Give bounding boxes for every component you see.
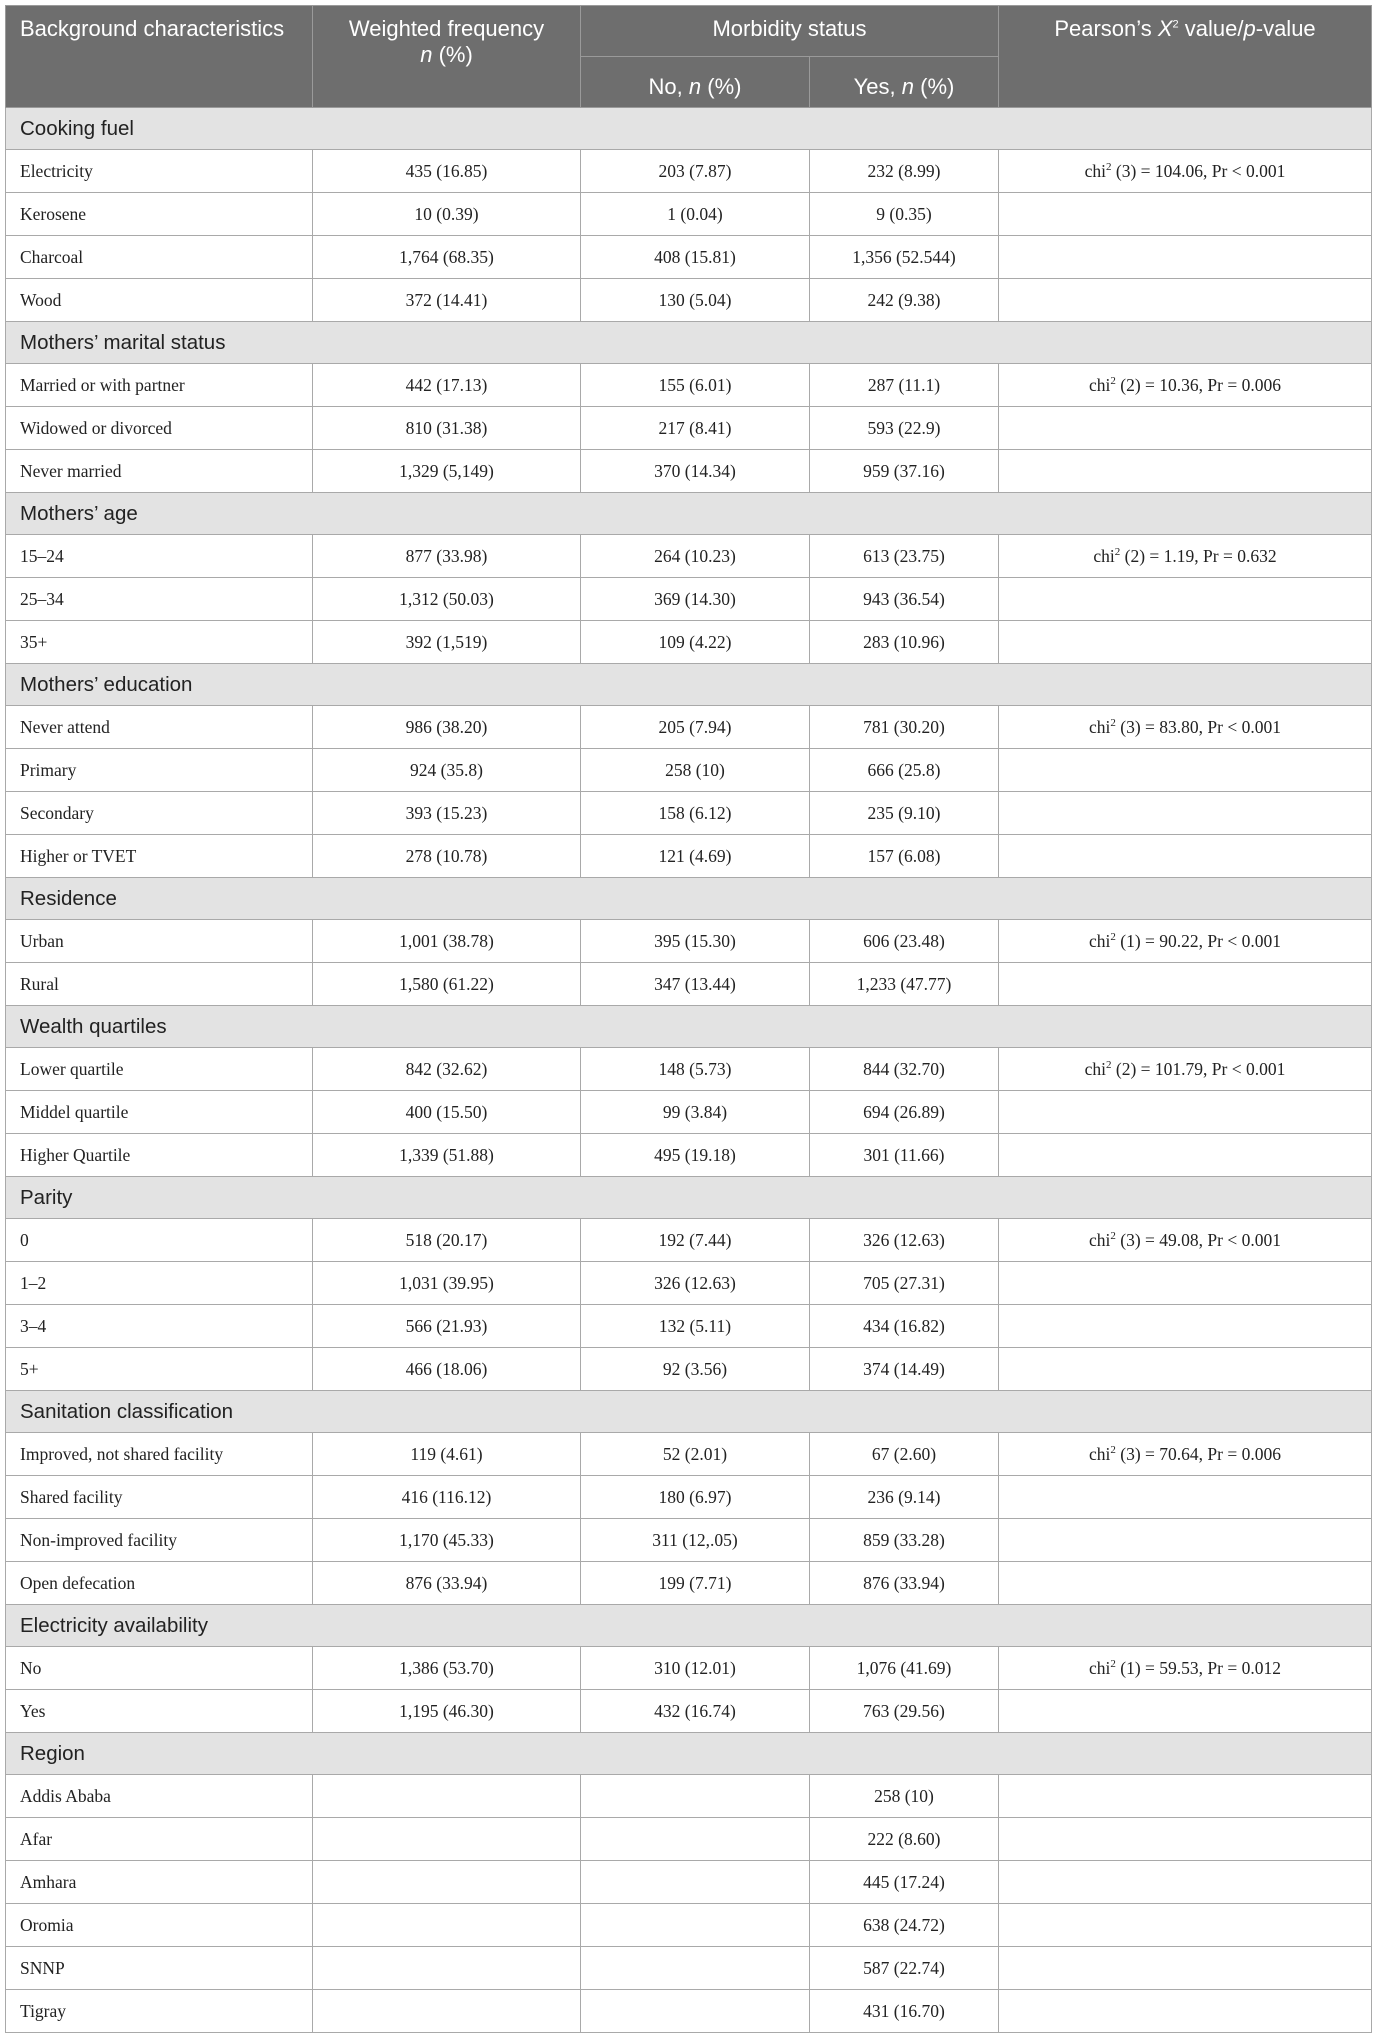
chi-superscript: 2 [1110,1657,1116,1670]
morbidity-no-cell: 395 (15.30) [581,920,810,963]
morbidity-no-cell: 408 (15.81) [581,236,810,279]
section-title: Mothers’ age [6,493,1372,535]
morbidity-yes-cell: 326 (12.63) [810,1219,999,1262]
table-row [6,1134,1372,1177]
chi-square-cell [999,1904,1372,1947]
table-row [6,535,1372,578]
results-table [5,5,1372,2033]
morbidity-yes-cell: 67 (2.60) [810,1433,999,1476]
weighted-frequency-cell: 1,580 (61.22) [313,963,581,1006]
morbidity-no-cell: 99 (3.84) [581,1091,810,1134]
row-label: Addis Ababa [6,1775,313,1818]
morbidity-no-cell: 369 (14.30) [581,578,810,621]
chi-square-cell [999,1861,1372,1904]
morbidity-yes-cell: 431 (16.70) [810,1990,999,2033]
chi-square-value: (2) = 10.36, Pr = 0.006 [1120,374,1281,395]
morbidity-yes-cell: 232 (8.99) [810,150,999,193]
morbidity-yes-cell: 301 (11.66) [810,1134,999,1177]
row-label: Electricity [6,150,313,193]
chi-superscript: 2 [1114,545,1121,558]
section-row [6,1006,1372,1048]
weighted-frequency-cell [313,1904,581,1947]
section-row [6,108,1372,150]
morbidity-no-cell: 132 (5.11) [581,1305,810,1348]
morbidity-no-cell: 1 (0.04) [581,193,810,236]
morbidity-no-cell: 264 (10.23) [581,535,810,578]
table-header [6,6,1372,108]
table-row [6,1861,1372,1904]
row-label: Widowed or divorced [6,407,313,450]
section-row [6,1733,1372,1775]
weighted-frequency-cell: 393 (15.23) [313,792,581,835]
table-row [6,1519,1372,1562]
chi-label: chi [1089,374,1111,395]
table-row [6,1690,1372,1733]
morbidity-yes-cell: 374 (14.49) [810,1348,999,1391]
morbidity-yes-cell: 666 (25.8) [810,749,999,792]
chi-square-cell [999,407,1372,450]
morbidity-no-cell: 158 (6.12) [581,792,810,835]
morbidity-yes-cell: 1,076 (41.69) [810,1647,999,1690]
table-row [6,1647,1372,1690]
row-label: Middel quartile [6,1091,313,1134]
table-row [6,407,1372,450]
weighted-frequency-cell: 518 (20.17) [313,1219,581,1262]
chi-square-value: (3) = 70.64, Pr = 0.006 [1120,1443,1281,1464]
morbidity-yes-cell: 876 (33.94) [810,1562,999,1605]
chi-square-cell [999,193,1372,236]
table-row [6,1305,1372,1348]
morbidity-yes-cell: 587 (22.74) [810,1947,999,1990]
section-title: Sanitation classification [6,1391,1372,1433]
morbidity-no-cell [581,1861,810,1904]
morbidity-no-cell: 326 (12.63) [581,1262,810,1305]
section-row [6,1177,1372,1219]
morbidity-yes-cell: 258 (10) [810,1775,999,1818]
section-row [6,664,1372,706]
row-label: Shared facility [6,1476,313,1519]
header-col2-text: Weighted frequency [348,16,545,41]
morbidity-no-cell: 155 (6.01) [581,364,810,407]
chi-square-cell [999,1990,1372,2033]
row-label: Urban [6,920,313,963]
weighted-frequency-cell: 1,329 (5,149) [313,450,581,493]
row-label: SNNP [6,1947,313,1990]
row-label: Higher or TVET [6,835,313,878]
morbidity-yes-cell: 638 (24.72) [810,1904,999,1947]
morbidity-no-cell: 203 (7.87) [581,150,810,193]
chi-square-cell [999,1818,1372,1861]
row-label: Amhara [6,1861,313,1904]
section-row [6,1391,1372,1433]
row-label: Open defecation [6,1562,313,1605]
chi-label: chi [1093,545,1115,566]
row-label: Yes [6,1690,313,1733]
header-no-text: No, [648,74,689,99]
chi-square-cell [999,1433,1372,1476]
row-label: Improved, not shared facility [6,1433,313,1476]
weighted-frequency-cell: 1,764 (68.35) [313,236,581,279]
table-row [6,1476,1372,1519]
row-label: Afar [6,1818,313,1861]
table-row [6,150,1372,193]
chi-square-cell [999,920,1372,963]
header-col1-text: Background characteristics [20,16,285,41]
morbidity-yes-cell: 1,233 (47.77) [810,963,999,1006]
chi-square-cell [999,236,1372,279]
morbidity-yes-cell: 705 (27.31) [810,1262,999,1305]
weighted-frequency-cell: 924 (35.8) [313,749,581,792]
chi-square-cell [999,364,1372,407]
row-label: 25–34 [6,578,313,621]
chi-label: chi [1089,1657,1111,1678]
chi-square-cell [999,1348,1372,1391]
section-title: Residence [6,878,1372,920]
morbidity-no-cell: 148 (5.73) [581,1048,810,1091]
row-label: Non-improved facility [6,1519,313,1562]
weighted-frequency-cell: 1,312 (50.03) [313,578,581,621]
chi-superscript: 2 [1110,716,1116,729]
morbidity-yes-cell: 694 (26.89) [810,1091,999,1134]
header-col2-n: n [420,42,433,67]
section-title: Mothers’ education [6,664,1372,706]
header-col4-sup: 2 [1172,18,1179,31]
chi-square-cell [999,1947,1372,1990]
weighted-frequency-cell [313,1818,581,1861]
section-title: Electricity availability [6,1605,1372,1647]
weighted-frequency-cell: 392 (1,519) [313,621,581,664]
morbidity-yes-cell: 593 (22.9) [810,407,999,450]
chi-square-value: (2) = 1.19, Pr = 0.632 [1124,545,1277,566]
chi-superscript: 2 [1110,1443,1116,1456]
table-row [6,450,1372,493]
morbidity-no-cell [581,1947,810,1990]
weighted-frequency-cell [313,1990,581,2033]
section-title: Wealth quartiles [6,1006,1372,1048]
weighted-frequency-cell: 400 (15.50) [313,1091,581,1134]
header-morbidity-no [581,57,810,108]
chi-square-value: (1) = 90.22, Pr < 0.001 [1120,930,1281,951]
chi-label: chi [1089,930,1111,951]
row-label: Kerosene [6,193,313,236]
morbidity-yes-cell: 763 (29.56) [810,1690,999,1733]
weighted-frequency-cell: 1,195 (46.30) [313,1690,581,1733]
section-row [6,1605,1372,1647]
section-title: Region [6,1733,1372,1775]
header-morbidity-status [581,6,999,57]
section-row [6,322,1372,364]
chi-superscript: 2 [1106,1058,1112,1071]
morbidity-no-cell: 347 (13.44) [581,963,810,1006]
table-row [6,1562,1372,1605]
weighted-frequency-cell: 842 (32.62) [313,1048,581,1091]
chi-square-cell [999,621,1372,664]
row-label: 0 [6,1219,313,1262]
weighted-frequency-cell: 1,339 (51.88) [313,1134,581,1177]
morbidity-yes-cell: 859 (33.28) [810,1519,999,1562]
morbidity-no-cell: 130 (5.04) [581,279,810,322]
morbidity-yes-cell: 222 (8.60) [810,1818,999,1861]
chi-square-value: (2) = 101.79, Pr < 0.001 [1115,1058,1286,1079]
row-label: Charcoal [6,236,313,279]
table-row [6,920,1372,963]
morbidity-yes-cell: 157 (6.08) [810,835,999,878]
chi-square-cell [999,1262,1372,1305]
chi-square-cell [999,279,1372,322]
header-weighted-frequency [313,6,581,108]
morbidity-yes-cell: 959 (37.16) [810,450,999,493]
table-row [6,1262,1372,1305]
morbidity-yes-cell: 242 (9.38) [810,279,999,322]
table-row [6,364,1372,407]
row-label: Oromia [6,1904,313,1947]
row-label: 1–2 [6,1262,313,1305]
morbidity-no-cell: 109 (4.22) [581,621,810,664]
chi-square-cell [999,1562,1372,1605]
chi-label: chi [1084,160,1107,181]
table-row [6,1990,1372,2033]
row-label: Lower quartile [6,1048,313,1091]
table-body [6,108,1372,2033]
morbidity-no-cell [581,1904,810,1947]
header-no-n: n [688,74,702,99]
weighted-frequency-cell: 1,001 (38.78) [313,920,581,963]
chi-square-cell [999,578,1372,621]
morbidity-no-cell: 217 (8.41) [581,407,810,450]
table-row [6,621,1372,664]
morbidity-no-cell: 192 (7.44) [581,1219,810,1262]
weighted-frequency-cell: 10 (0.39) [313,193,581,236]
chi-square-cell [999,1134,1372,1177]
table-row [6,1048,1372,1091]
section-title: Cooking fuel [6,108,1372,150]
header-yes-n: n [901,74,915,99]
section-row [6,878,1372,920]
chi-superscript: 2 [1110,1229,1116,1242]
morbidity-yes-cell: 1,356 (52.544) [810,236,999,279]
section-title: Parity [6,1177,1372,1219]
header-no-suffix: (%) [701,74,742,99]
morbidity-no-cell: 310 (12.01) [581,1647,810,1690]
row-label: Never married [6,450,313,493]
chi-square-value: (1) = 59.53, Pr = 0.012 [1120,1657,1281,1678]
header-col4-p: p [1243,16,1256,41]
header-col2-suffix: (%) [432,42,473,67]
chi-label: chi [1089,1443,1111,1464]
morbidity-no-cell: 121 (4.69) [581,835,810,878]
morbidity-no-cell: 258 (10) [581,749,810,792]
chi-square-cell [999,150,1372,193]
chi-square-cell [999,450,1372,493]
section-row [6,493,1372,535]
header-col4-x: X [1157,16,1173,41]
morbidity-yes-cell: 235 (9.10) [810,792,999,835]
row-label: Tigray [6,1990,313,2033]
table-row [6,1433,1372,1476]
weighted-frequency-cell: 278 (10.78) [313,835,581,878]
row-label: 35+ [6,621,313,664]
chi-square-value: (3) = 104.06, Pr < 0.001 [1115,160,1286,181]
weighted-frequency-cell: 810 (31.38) [313,407,581,450]
chi-square-cell [999,963,1372,1006]
morbidity-no-cell [581,1818,810,1861]
weighted-frequency-cell [313,1775,581,1818]
weighted-frequency-cell: 119 (4.61) [313,1433,581,1476]
header-yes-suffix: (%) [914,74,955,99]
morbidity-no-cell: 92 (3.56) [581,1348,810,1391]
morbidity-yes-cell: 236 (9.14) [810,1476,999,1519]
morbidity-no-cell: 311 (12,.05) [581,1519,810,1562]
table-row [6,279,1372,322]
weighted-frequency-cell: 566 (21.93) [313,1305,581,1348]
chi-square-cell [999,535,1372,578]
chi-square-cell [999,1048,1372,1091]
chi-label: chi [1084,1058,1107,1079]
weighted-frequency-cell: 1,170 (45.33) [313,1519,581,1562]
weighted-frequency-cell: 986 (38.20) [313,706,581,749]
table-row [6,749,1372,792]
morbidity-no-cell [581,1990,810,2033]
chi-superscript: 2 [1110,374,1116,387]
table-row [6,578,1372,621]
morbidity-no-cell: 199 (7.71) [581,1562,810,1605]
header-col3-text: Morbidity status [712,16,867,41]
chi-square-cell [999,1647,1372,1690]
morbidity-no-cell: 370 (14.34) [581,450,810,493]
table-row [6,1348,1372,1391]
morbidity-no-cell [581,1775,810,1818]
row-label: 5+ [6,1348,313,1391]
weighted-frequency-cell: 466 (18.06) [313,1348,581,1391]
row-label: Wood [6,279,313,322]
row-label: 3–4 [6,1305,313,1348]
morbidity-yes-cell: 287 (11.1) [810,364,999,407]
row-label: Never attend [6,706,313,749]
row-label: Secondary [6,792,313,835]
weighted-frequency-cell: 435 (16.85) [313,150,581,193]
table-row [6,792,1372,835]
morbidity-yes-cell: 9 (0.35) [810,193,999,236]
table-row [6,193,1372,236]
chi-square-cell [999,1690,1372,1733]
table-row [6,835,1372,878]
table-row [6,1904,1372,1947]
chi-square-cell [999,749,1372,792]
chi-superscript: 2 [1110,930,1116,943]
header-pearson-chi-square [999,6,1372,108]
morbidity-yes-cell: 844 (32.70) [810,1048,999,1091]
table-row [6,1818,1372,1861]
chi-square-cell [999,792,1372,835]
chi-square-cell [999,1476,1372,1519]
morbidity-no-cell: 180 (6.97) [581,1476,810,1519]
chi-square-cell [999,835,1372,878]
table-row [6,963,1372,1006]
table-row [6,236,1372,279]
header-background-characteristics [6,6,313,108]
chi-superscript: 2 [1106,160,1112,173]
chi-square-cell [999,1091,1372,1134]
morbidity-no-cell: 52 (2.01) [581,1433,810,1476]
row-label: Primary [6,749,313,792]
weighted-frequency-cell: 372 (14.41) [313,279,581,322]
chi-label: chi [1089,1229,1111,1250]
chi-label: chi [1089,716,1111,737]
chi-square-cell [999,1519,1372,1562]
morbidity-yes-cell: 613 (23.75) [810,535,999,578]
chi-square-cell [999,1305,1372,1348]
morbidity-yes-cell: 434 (16.82) [810,1305,999,1348]
weighted-frequency-cell [313,1947,581,1990]
table-row [6,1947,1372,1990]
table-row [6,1091,1372,1134]
chi-square-cell [999,1775,1372,1818]
weighted-frequency-cell: 876 (33.94) [313,1562,581,1605]
morbidity-yes-cell: 283 (10.96) [810,621,999,664]
morbidity-no-cell: 495 (19.18) [581,1134,810,1177]
chi-square-cell [999,1219,1372,1262]
weighted-frequency-cell: 1,031 (39.95) [313,1262,581,1305]
chi-square-cell [999,706,1372,749]
morbidity-yes-cell: 445 (17.24) [810,1861,999,1904]
table-row [6,1775,1372,1818]
weighted-frequency-cell: 877 (33.98) [313,535,581,578]
row-label: Rural [6,963,313,1006]
row-label: Higher Quartile [6,1134,313,1177]
header-col4-suffix: -value [1255,16,1316,41]
header-morbidity-yes [810,57,999,108]
morbidity-yes-cell: 606 (23.48) [810,920,999,963]
chi-square-value: (3) = 49.08, Pr < 0.001 [1120,1229,1281,1250]
morbidity-yes-cell: 781 (30.20) [810,706,999,749]
weighted-frequency-cell: 442 (17.13) [313,364,581,407]
chi-square-value: (3) = 83.80, Pr < 0.001 [1120,716,1281,737]
row-label: No [6,1647,313,1690]
row-label: Married or with partner [6,364,313,407]
header-col4-mid: value/ [1178,16,1244,41]
weighted-frequency-cell [313,1861,581,1904]
morbidity-no-cell: 432 (16.74) [581,1690,810,1733]
morbidity-yes-cell: 943 (36.54) [810,578,999,621]
header-col4-prefix: Pearson’s [1054,16,1158,41]
weighted-frequency-cell: 416 (116.12) [313,1476,581,1519]
section-title: Mothers’ marital status [6,322,1372,364]
weighted-frequency-cell: 1,386 (53.70) [313,1647,581,1690]
table-row [6,706,1372,749]
morbidity-no-cell: 205 (7.94) [581,706,810,749]
row-label: 15–24 [6,535,313,578]
table-row [6,1219,1372,1262]
header-yes-text: Yes, [853,74,902,99]
